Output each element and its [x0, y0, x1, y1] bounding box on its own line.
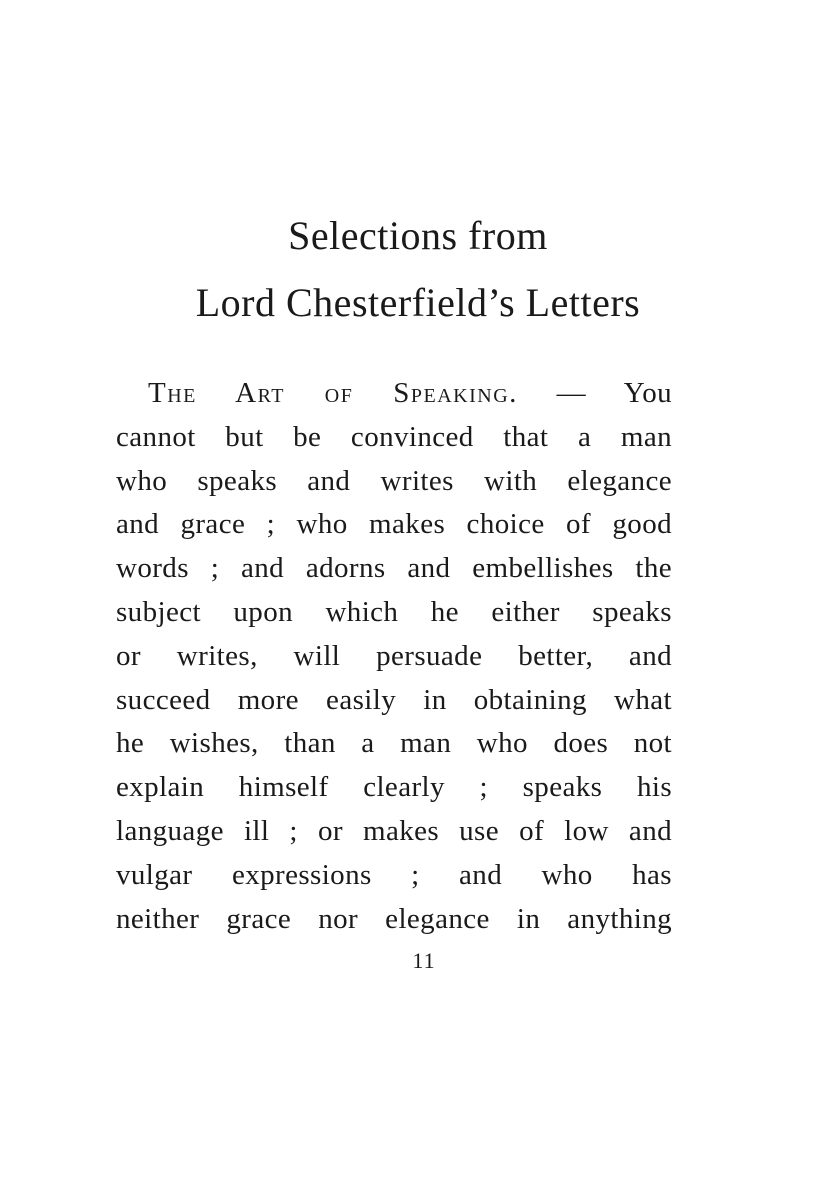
- text-line: succeed more easily in obtaining what: [116, 683, 672, 716]
- section-heading: The Art of Speaking.: [148, 377, 518, 409]
- text-line: or writes, will persuade better, and: [116, 639, 672, 672]
- text-line: and grace ; who makes choice of good: [116, 508, 672, 541]
- text-line: vulgar expressions ; and who has: [116, 858, 672, 891]
- text-line: explain himself clearly ; speaks his: [116, 771, 672, 804]
- title-line-1: Selections from: [288, 213, 548, 258]
- heading-dash: —: [517, 377, 624, 409]
- text-line: words ; and adorns and embellishes the: [116, 552, 672, 585]
- letter-excerpt: [116, 372, 672, 941]
- text-line: cannot but be convinced that a man: [116, 420, 672, 453]
- title-line-2: Lord Chesterfield’s Letters: [195, 280, 641, 325]
- text-line: [116, 372, 672, 416]
- text-line: subject upon which he either speaks: [116, 595, 672, 628]
- page-number: 11: [412, 948, 436, 973]
- text-line: who speaks and writes with elegance: [116, 464, 672, 497]
- text-line: he wishes, than a man who does not: [116, 727, 672, 760]
- text-line-start: You: [623, 377, 672, 409]
- text-line: language ill ; or makes use of low and: [116, 814, 672, 847]
- text-line: neither grace nor elegance in anything: [116, 902, 672, 935]
